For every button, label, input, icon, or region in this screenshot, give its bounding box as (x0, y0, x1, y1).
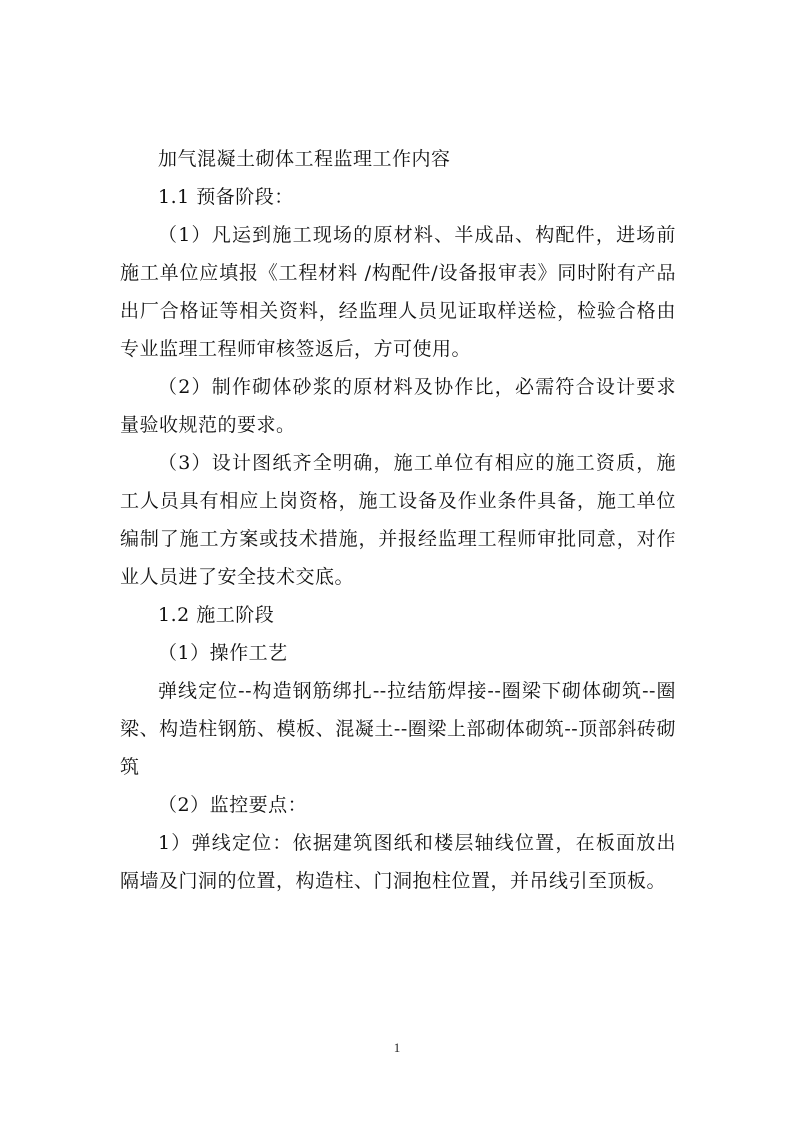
paragraph-item-2: （2）制作砌体砂浆的原材料及协作比，必需符合设计要求量验收规范的要求。 (120, 376, 676, 436)
paragraph-item-3: （3）设计图纸齐全明确，施工单位有相应的施工资质，施工人员具有相应上岗资格，施工设备及作业条件具备，施工单位编制了施工方案或技术措施，并报经监理工程师审批同意，对作业人员进了安全技术交底。 (120, 452, 676, 588)
document-title: 加气混凝土砌体工程监理工作内容 (158, 148, 451, 170)
page-number: 1 (393, 1040, 401, 1055)
section-heading-1-1: 1.1 预备阶段： (158, 186, 294, 208)
subheading-operation-process: （1）操作工艺 (158, 642, 288, 664)
document-body (120, 140, 676, 900)
subheading-monitoring-points: （2）监控要点： (158, 794, 308, 816)
paragraph-monitoring-item-1: 1）弹线定位：依据建筑图纸和楼层轴线位置，在板面放出隔墙及门洞的位置，构造柱、门洞抱柱位置，并吊线引至顶板。 (120, 832, 676, 892)
section-heading-1-2: 1.2 施工阶段 (158, 604, 275, 626)
paragraph-item-1: （1）凡运到施工现场的原材料、半成品、构配件，进场前施工单位应填报《工程材料 /构配件/设备报审表》同时附有产品出厂合格证等相关资料，经监理人员见证取样送检，检验合格由专业监理工程师审核签返后，方可使用。 (120, 224, 676, 360)
paragraph-operation-process: 弹线定位--构造钢筋绑扎--拉结筋焊接--圈梁下砌体砌筑--圈梁、构造柱钢筋、模板、混凝土--圈梁上部砌体砌筑--顶部斜砖砌筑 (120, 680, 676, 778)
